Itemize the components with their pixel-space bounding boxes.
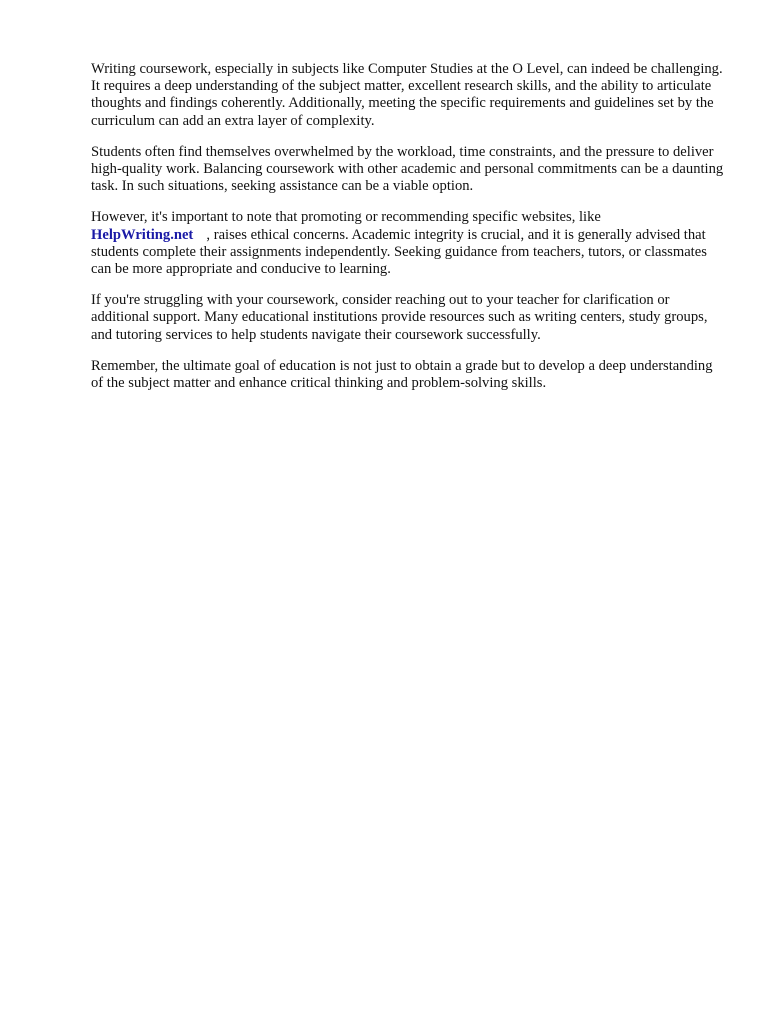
paragraph-ethics-rest: , raises ethical concerns. Academic integrity is crucial, and it is generally advised that students complete their assignments independently. Seeking guidance from teachers, tutors, or classmates can be more appropriate and conducive to learning. <box>91 226 707 278</box>
paragraph-ethics <box>91 209 728 278</box>
paragraph-intro: Writing coursework, especially in subjects like Computer Studies at the O Level, can indeed be challenging. It requires a deep understanding of the subject matter, excellent research skills, and the ability to articulate thoughts and findings coherently. Additionally, meeting the specific requirements and guidelines set by the curriculum can add an extra layer of complexity. <box>91 61 723 129</box>
paragraph-support: If you're struggling with your coursework, consider reaching out to your teacher for clarification or additional support. Many educational institutions provide resources such as writing centers, study groups, and tutoring services to help students navigate their coursework successfully. <box>91 292 708 343</box>
paragraph-conclusion: Remember, the ultimate goal of education is not just to obtain a grade but to develop a deep understanding of the subject matter and enhance critical thinking and problem-solving skills. <box>91 357 713 392</box>
paragraph-workload: Students often find themselves overwhelmed by the workload, time constraints, and the pressure to deliver high-quality work. Balancing coursework with other academic and personal commitments can be a daunting task. In such situations, seeking assistance can be a viable option. <box>91 143 724 195</box>
paragraph-ethics-lead: However, it's important to note that promoting or recommending specific websites, like <box>91 209 601 226</box>
helpwriting-link[interactable]: HelpWriting.net <box>91 226 194 243</box>
